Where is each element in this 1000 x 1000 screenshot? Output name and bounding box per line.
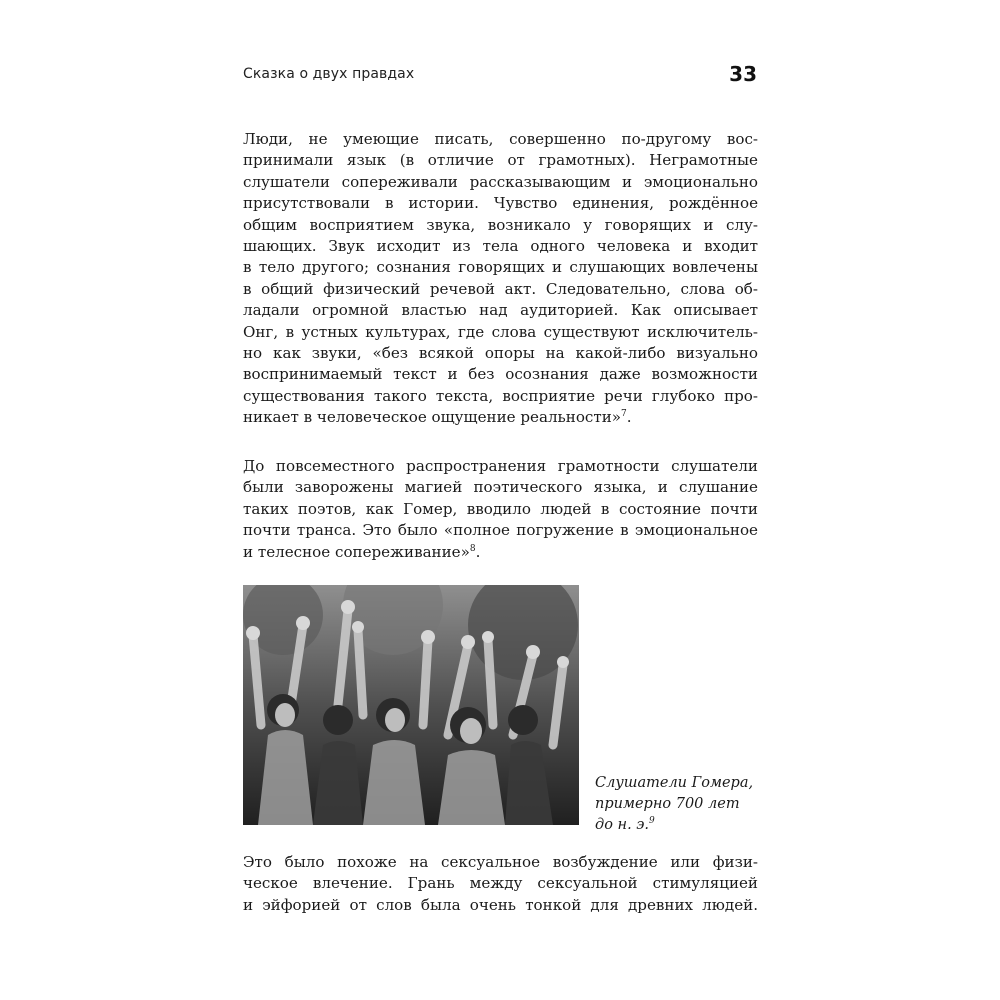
text-line: почти транса. Это было «полное погружение в эмоциональное <box>243 521 758 540</box>
text-line: ческое влечение. Грань между сексуальной стимуляцией <box>243 874 758 893</box>
text-line: Люди, не умеющие писать, совершенно по-другому вос- <box>243 130 758 148</box>
text-line: общим восприятием звука, возникало у говорящих и слу- <box>243 215 758 234</box>
crowd-photo <box>243 585 579 825</box>
text-line: никает в человеческое ощущение реальности» <box>243 408 622 427</box>
text-line: принимали язык (в отличие от грамотных). Неграмотные <box>243 151 758 170</box>
figure-caption <box>595 773 760 836</box>
text-line: Это было похоже на сексуальное возбуждение или физи- <box>243 853 758 871</box>
text-line-last: и телесное сопереживание»$^8$. <box>243 542 481 561</box>
text-line: и эйфорией от слов была очень тонкой для древних людей. <box>243 895 758 914</box>
caption-line: до н. э. <box>595 817 650 833</box>
caption-line: Слушатели Гомера, <box>595 775 754 791</box>
text-line: таких поэтов, как Гомер, вводило людей в состояние почти <box>243 499 758 518</box>
text-line: в тело другого; сознания говорящих и слушающих вовлечены <box>243 258 758 277</box>
footnote-ref: 7 <box>621 409 627 420</box>
text-line: присутствовали в истории. Чувство единения, рождённое <box>243 194 758 213</box>
text-line: ладали огромной властью над аудиторией. Как описывает <box>243 301 758 320</box>
text-line: Онг, в устных культурах, где слова существуют исключитель- <box>243 322 758 341</box>
text-line: воспринимаемый текст и без осознания даже возможности <box>243 365 758 384</box>
page-number: 33 <box>729 62 757 86</box>
caption-line: примерно 700 лет <box>595 796 740 812</box>
text-line: слушатели сопереживали рассказывающим и эмоционально <box>243 172 758 191</box>
text-line: но как звуки, «без всякой опоры на какой-либо визуально <box>243 344 758 363</box>
paragraph-1 <box>243 129 758 429</box>
caption-line-last <box>595 815 760 836</box>
paragraph-3 <box>243 852 758 916</box>
text-line: в общий физический речевой акт. Следовательно, слова об- <box>243 279 758 298</box>
text-line-last: никает в человеческое ощущение реальности»$^7$. <box>243 408 632 427</box>
text-line: До повсеместного распространения грамотности слушатели <box>243 457 758 475</box>
crowd-photo-illustration <box>243 585 579 825</box>
text-line: и телесное сопереживание» <box>243 542 470 561</box>
text-line: были заворожены магией поэтического языка, и слушание <box>243 478 758 497</box>
text-line: существования такого текста, восприятие речи глубоко про- <box>243 386 758 405</box>
text-line: шающих. Звук исходит из тела одного человека и входит <box>243 237 758 256</box>
footnote-ref: 9 <box>649 816 655 826</box>
running-title: Сказка о двух правдах <box>243 66 415 82</box>
footnote-ref: 8 <box>469 543 476 554</box>
paragraph-2 <box>243 456 758 563</box>
